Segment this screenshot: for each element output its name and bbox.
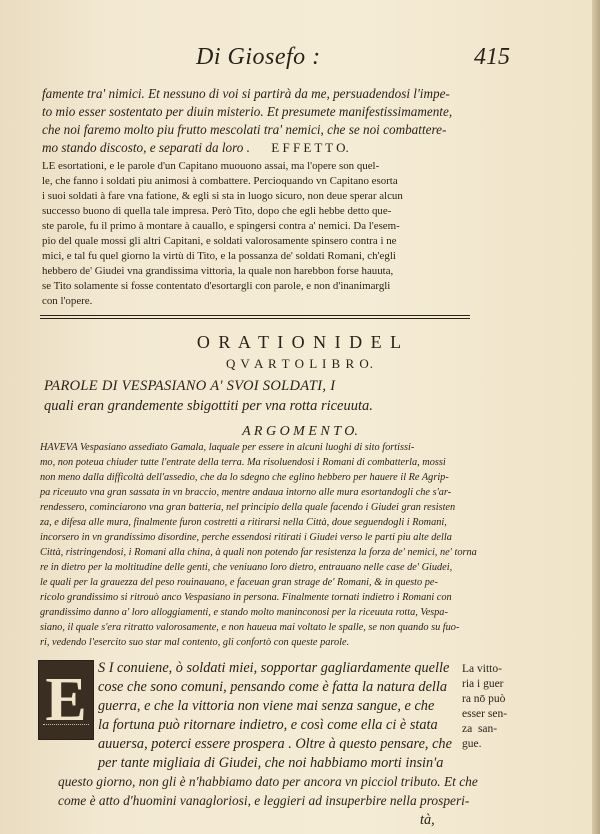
text-line: LE esortationi, e le parole d'un Capitano muouono assai, ma l'opere son quel-: [42, 160, 380, 172]
text-line: S I conuiene, ò soldati miei, sopportar gagliardamente quelle: [98, 660, 450, 676]
initial-glyph: E: [45, 666, 87, 734]
text-line: le, che fanno i soldati piu animosi à combattere. Percioquando vn Capitano esorta: [42, 175, 398, 187]
text-line: mici, e tal fu quel giorno la virtù di Tito, e la possanza de' soldati Romani, ch'egli: [42, 250, 396, 262]
text-line: mo, non poteua chiuder tutte l'entrate della terra. Ma risoluendosi i Romani di combatterla, mossi: [40, 457, 446, 468]
page-number: 415: [474, 44, 510, 70]
text-line: pa riceuuto vna gran sassata in vn braccio, mentre andaua intorno alle mura esortandogli che s'ar-: [40, 487, 452, 498]
text-line: za, e difesa alle mura, finalmente furon costretti a ritirarsi nella Città, doue seguendogli i Romani,: [40, 517, 447, 528]
text-line: grandissimo danno a' loro alloggiamenti, e stando molto maninconosi per la riceuuta rotta, Vespa-: [40, 607, 448, 618]
text-line: questo giorno, non gli è n'habbiamo dato per ancora vn picciol tributo. Et che: [58, 774, 478, 789]
running-header-title: Di Giosefo :: [196, 44, 321, 70]
decorated-initial-letter: [38, 660, 94, 740]
oration-title-line-2: quali eran grandemente sbigottiti per vna rotta riceuuta.: [44, 398, 373, 414]
text-line: guerra, e che la vittoria non viene mai senza sangue, e che: [98, 698, 435, 714]
text-line: famente tra' nimici. Et nessuno di voi si partirà da me, persuadendosi l'impe-: [42, 86, 450, 101]
section-rule: [40, 315, 470, 316]
text-line: HAVEVA Vespasiano assediato Gamala, laquale per essere in alcuni luoghi di sito fortissi-: [40, 442, 415, 453]
section-subtitle: Q V A R T O L I B R O.: [225, 356, 375, 371]
text-line: cose che sono comuni, pensando come è fatta la natura della: [98, 679, 448, 695]
text-line: re in dietro per la moltitudine delle genti, che veniuano loro dietro, entrauano nelle case de' Giudei,: [40, 562, 453, 573]
text-line: pio del quale mossi gli altri Capitani, e soldati valorosamente spinsero contra i ne: [42, 235, 397, 247]
text-line: che noi faremo molto piu frutto mescolati tra' nemici, che se noi combattere-: [42, 122, 447, 137]
margin-note: La vitto- ria i guer ra nō può esser sen- za san- gue.: [462, 663, 508, 750]
text-line: to mio esser sostentato per diuin misterio. Et presumete manifestissimamente,: [42, 104, 453, 119]
text-line: come è atto d'huomini vanagloriosi, e leggieri ad insuperbire nella prosperi-: [58, 793, 470, 808]
section-rule-thin: [40, 318, 470, 319]
text-line: i suoi soldati à fare vna fatione, & egli si sta in luogo sicuro, non deue sperar alcun: [42, 190, 403, 202]
text-line: mo stando discosto, e separati da loro .: [42, 140, 250, 155]
section-title: O R A T I O N I D E L: [196, 332, 404, 352]
text-line: ri, vedendo l'esercito suo star mal contento, gli confortò con queste parole.: [40, 637, 350, 648]
text-line: se Tito solamente si fosse contentato d'esortargli con parole, e non d'inanimargli: [42, 280, 391, 292]
text-line: siano, il quale s'era ritratto valorosamente, e non haueua mai voltato le spalle, se non quando su fuo-: [40, 622, 460, 633]
effetto-heading: E F F E T T O.: [271, 140, 349, 155]
text-line: hebbero de' Giudei vna grandissima vittoria, la quale non harebbon forse hauuta,: [42, 265, 394, 277]
text-line: Città, ristringendosi, i Romani alla china, à quali non potendo far resistenza la forza de' nemici, ne' torna: [40, 547, 477, 558]
argomento-heading: A R G O M E N T O.: [242, 424, 358, 439]
text-line: ricolo grandissimo si ritrouò anco Vespasiano in persona. Finalmente tornati indietro i Romani con: [40, 592, 452, 603]
text-line: tà,: [420, 812, 435, 828]
text-line: auuersa, poterci essere prospera . Oltre à questo pensare, che: [98, 736, 452, 752]
text-line: incorsero in vn grandissimo disordine, perche essendosi ritirati i Giudei verso le parti piu alte della: [40, 532, 452, 543]
text-line: successo buono di quella tale impresa. Però Tito, dopo che egli hebbe detto que-: [42, 205, 392, 217]
initial-ornament: [43, 724, 89, 735]
oration-title: PAROLE DI VESPASIANO A' SVOI SOLDATI, I: [44, 378, 336, 394]
text-line: la fortuna può ritornare indietro, e così come ella ci è stata: [98, 717, 438, 733]
text-line: rendessero, cominciarono vna gran batteria, nel principio della quale facendo i Giudei gran resisten: [40, 502, 456, 513]
page-edge-shadow: [592, 0, 600, 834]
text-line: con l'opere.: [42, 295, 93, 307]
text-line: non meno dalla difficoltà dell'assedio, che da lo sdegno che eglino hebbero per hauere il Re Agrip-: [40, 472, 449, 483]
text-line: ste parole, fu il primo à montare à cauallo, e spingersi contra a' nemici. Da l'esem-: [42, 220, 400, 232]
text-line: per tante migliaia di Giudei, che noi habbiamo morti insin'a: [98, 755, 444, 771]
text-line: le quali per la grauezza del peso rouinauano, e faceuan gran strage de' Romani, & in questo pe-: [40, 577, 438, 588]
